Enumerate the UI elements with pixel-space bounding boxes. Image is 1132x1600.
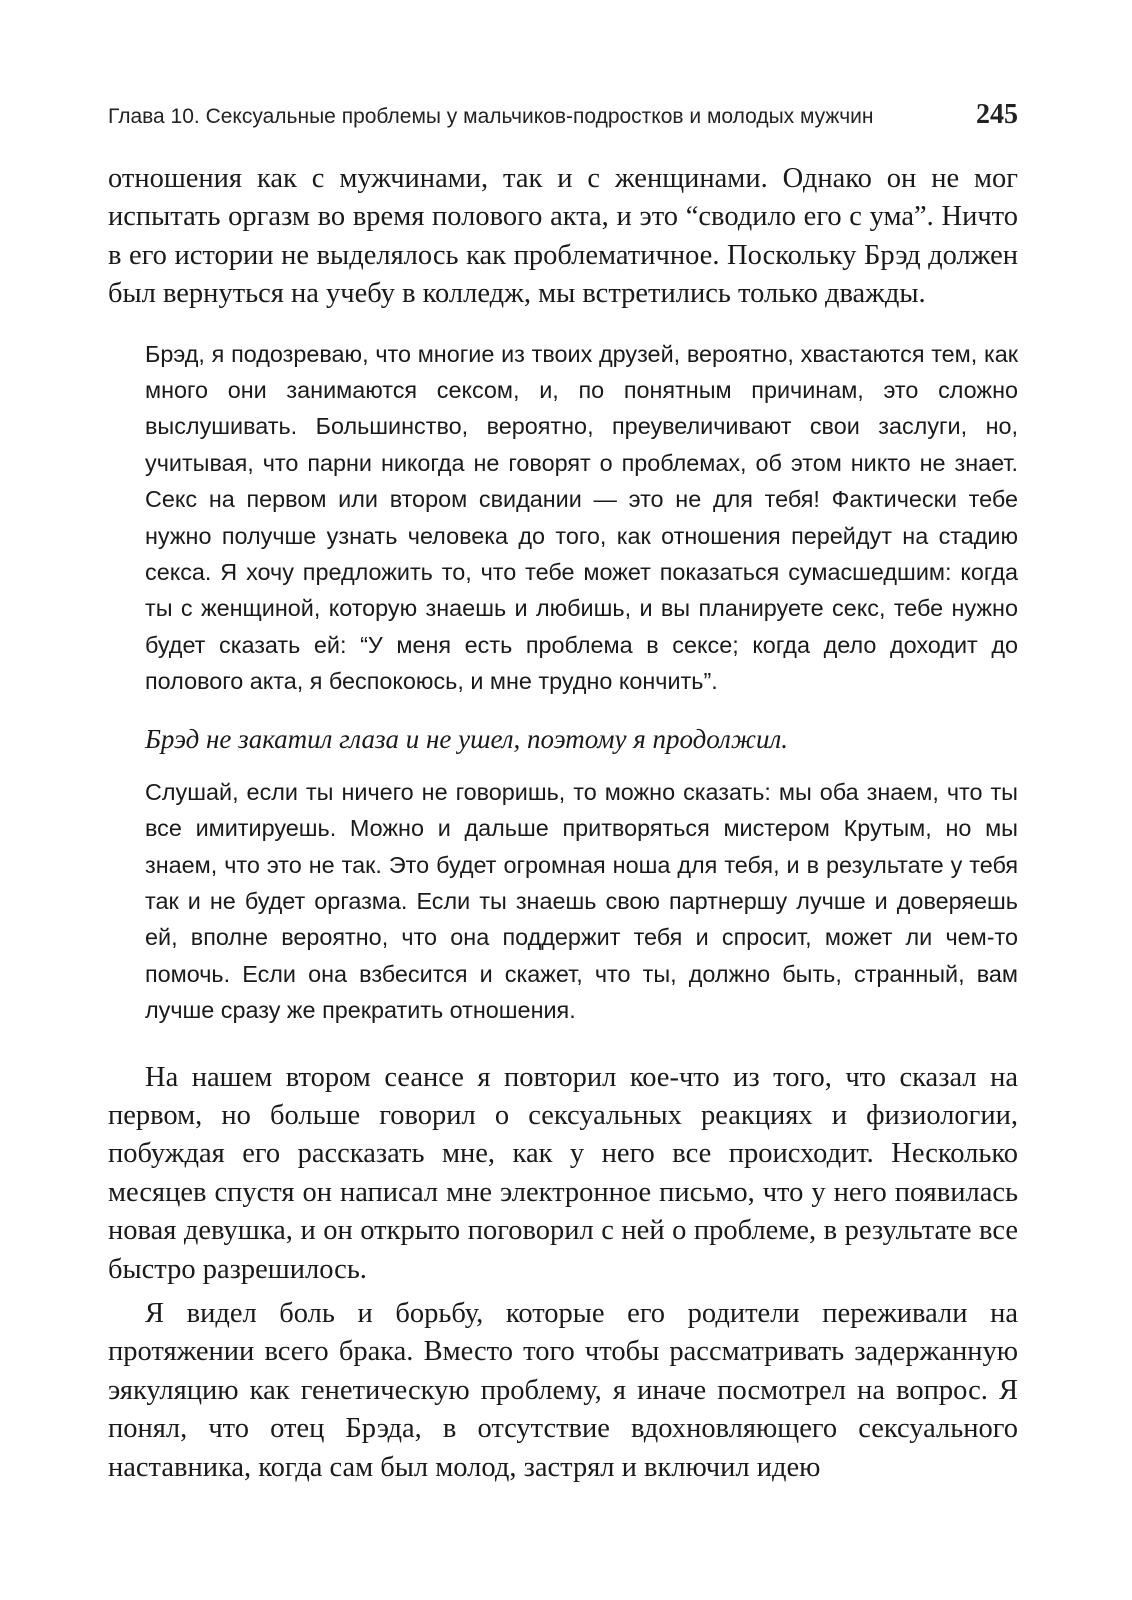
- paragraph: отношения как с мужчинами, так и с женщинами. Однако он не мог испытать оргазм во время полового акта, и это “сводило его с ума”. Ничто в его истории не выделялось как проблематичное. Поскольку Брэд должен был вернуться на учебу в колледж, мы встретились только дважды.: [108, 163, 1018, 310]
- page-body: [108, 160, 1018, 1487]
- page-number: 245: [976, 99, 1018, 130]
- dialogue-quote: Брэд, я подозреваю, что многие из твоих друзей, вероятно, хвастаются тем, как много они занимаются сексом, и, по понятным причинам, это сложно выслушивать. Большинство, вероятно, преувеличивают свои заслуги, но, учитывая, что парни никогда не говорят о проблемах, об этом никто не знает. Секс на первом или втором свидании — это не для тебя! Фактически тебе нужно получше узнать человека до того, как отношения перейдут на стадию секса. Я хочу предложить то, что тебе может показаться сумасшедшим: когда ты с женщиной, которую знаешь и любишь, и вы планируете секс, тебе нужно будет сказать ей: “У меня есть проблема в сексе; когда дело доходит до полового акта, я беспокоюсь, и мне трудно кончить”.: [145, 340, 1018, 695]
- paragraph: Я видел боль и борьбу, которые его родители переживали на протяжении всего брака. Вместо того чтобы рассматривать задержанную эякуляцию как генетическую проблему, я иначе посмотрел на вопрос. Я понял, что отец Брэда, в отсутствие вдохновляющего сексуального наставника, когда сам был молод, застрял и включил идею: [108, 1297, 1018, 1483]
- paragraph: На нашем втором сеансе я повторил кое-что из того, что сказал на первом, но больше говорил о сексуальных реакциях и физиологии, побуждая его рассказать мне, как у него все происходит. Несколько месяцев спустя он написал мне электронное письмо, что у него появилась новая девушка, и он открыто поговорил с ней о проблеме, в результате все быстро разрешилось.: [108, 1061, 1018, 1285]
- italic-narration: Брэд не закатил глаза и не ушел, поэтому я продолжил.: [145, 723, 789, 754]
- dialogue-quote: Слушай, если ты ничего не говоришь, то можно сказать: мы оба знаем, что ты все имитируешь. Можно и дальше притворяться мистером Крутым, но мы знаем, что это не так. Это будет огромная ноша для тебя, и в результате у тебя так и не будет оргазма. Если ты знаешь свою партнершу лучше и доверяешь ей, вполне вероятно, что она поддержит тебя и спросит, может ли чем-то помочь. Если она взбесится и скажет, что ты, должно быть, странный, вам лучше сразу же прекратить отношения.: [145, 778, 1018, 1024]
- chapter-title: Глава 10. Сексуальные проблемы у мальчиков-подростков и молодых мужчин: [108, 105, 874, 128]
